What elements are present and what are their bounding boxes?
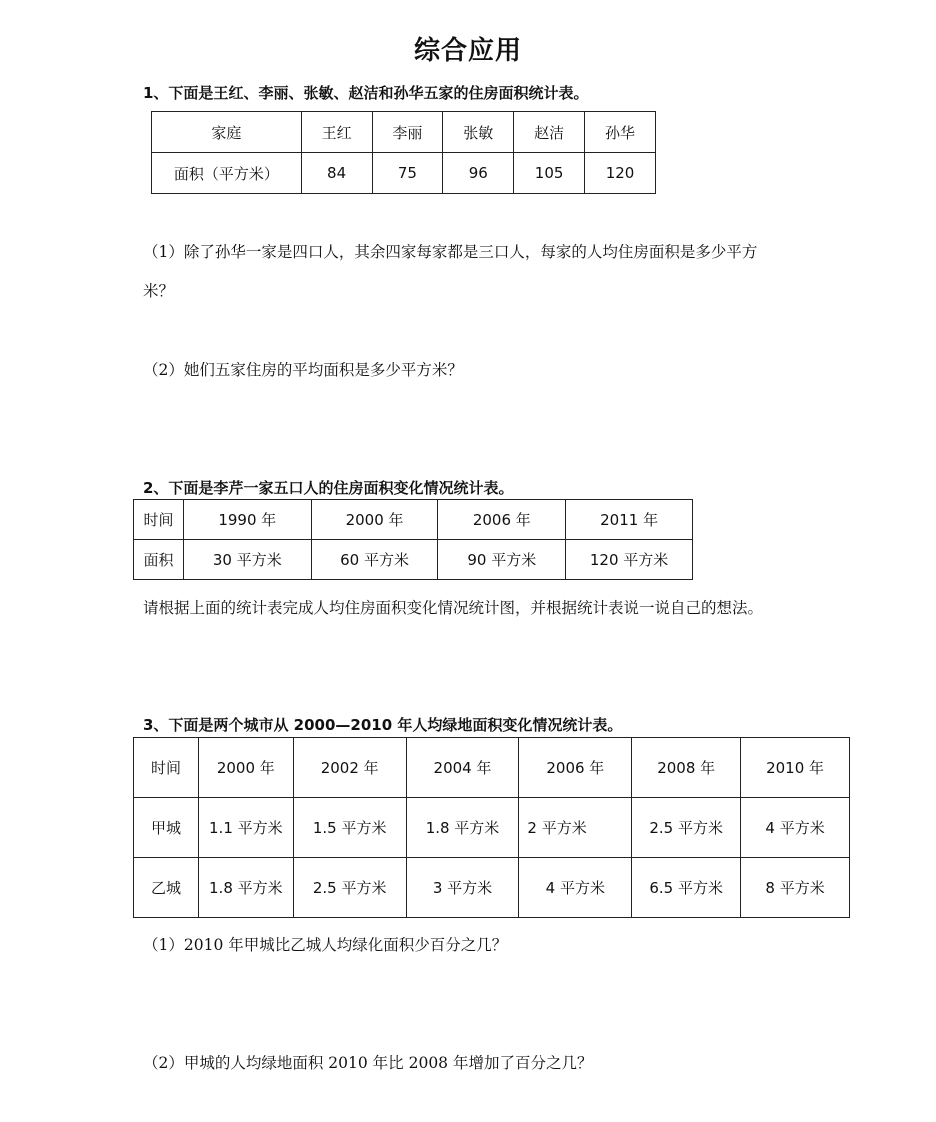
q3-sub1: （1）2010 年甲城比乙城人均绿化面积少百分之几？ — [143, 936, 508, 954]
table-cell: 105 — [514, 153, 585, 194]
q3-heading: 3、下面是两个城市从 2000—2010 年人均绿地面积变化情况统计表。 — [143, 716, 623, 734]
table-cell: 2008 年 — [632, 738, 741, 798]
table-cell: 84 — [301, 153, 372, 194]
page-title: 综合应用 — [413, 36, 522, 66]
q1-sub2: （2）她们五家住房的平均面积是多少平方米？ — [143, 361, 463, 379]
table-cell: 2010 年 — [741, 738, 850, 798]
table-cell: 王红 — [301, 112, 372, 153]
table-cell: 甲城 — [134, 798, 199, 858]
table-cell: 96 — [443, 153, 514, 194]
table-header-row — [152, 112, 656, 153]
table-cell: 90 平方米 — [438, 540, 566, 580]
table-cell: 张敏 — [443, 112, 514, 153]
table-cell: 2002 年 — [293, 738, 406, 798]
table-cell: 120 — [585, 153, 656, 194]
table-cell: 家庭 — [152, 112, 302, 153]
table-cell: 2 平方米 — [519, 798, 632, 858]
table-cell: 孙华 — [585, 112, 656, 153]
q3-sub2: （2）甲城的人均绿地面积 2010 年比 2008 年增加了百分之几？ — [143, 1054, 593, 1072]
table-cell: 8 平方米 — [741, 858, 850, 918]
q2-heading: 2、下面是李芹一家五口人的住房面积变化情况统计表。 — [143, 479, 514, 497]
table-cell: 乙城 — [134, 858, 199, 918]
table-header-row — [134, 500, 693, 540]
q3-table — [133, 737, 850, 918]
table-cell: 2004 年 — [406, 738, 519, 798]
q1-heading: 1、下面是王红、李丽、张敏、赵洁和孙华五家的住房面积统计表。 — [143, 84, 589, 102]
table-cell: 4 平方米 — [519, 858, 632, 918]
table-cell: 1.8 平方米 — [198, 858, 293, 918]
table-cell: 时间 — [134, 500, 184, 540]
q1-sub1-line2: 米？ — [143, 282, 175, 300]
table-cell: 时间 — [134, 738, 199, 798]
table-cell: 李丽 — [372, 112, 443, 153]
table-cell: 75 — [372, 153, 443, 194]
table-cell: 60 平方米 — [311, 540, 438, 580]
table-cell: 2006 年 — [519, 738, 632, 798]
table-cell: 30 平方米 — [183, 540, 311, 580]
table-cell: 2011 年 — [566, 500, 693, 540]
table-cell: 120 平方米 — [566, 540, 693, 580]
table-cell: 1.1 平方米 — [198, 798, 293, 858]
table-cell: 3 平方米 — [406, 858, 519, 918]
table-cell: 面积 — [134, 540, 184, 580]
table-header-row — [134, 738, 850, 798]
table-cell: 2000 年 — [311, 500, 438, 540]
table-cell: 2006 年 — [438, 500, 566, 540]
table-cell: 1.8 平方米 — [406, 798, 519, 858]
table-cell: 1.5 平方米 — [293, 798, 406, 858]
table-cell: 6.5 平方米 — [632, 858, 741, 918]
table-cell: 面积（平方米） — [152, 153, 302, 194]
q1-table — [151, 111, 656, 194]
table-cell: 赵洁 — [514, 112, 585, 153]
table-cell: 1990 年 — [183, 500, 311, 540]
table-row — [134, 858, 850, 918]
q1-sub1-line1: （1）除了孙华一家是四口人，其余四家每家都是三口人，每家的人均住房面积是多少平方 — [143, 243, 758, 261]
table-row — [152, 153, 656, 194]
q2-table — [133, 499, 693, 580]
table-cell: 2.5 平方米 — [293, 858, 406, 918]
table-row — [134, 798, 850, 858]
table-row — [134, 540, 693, 580]
table-cell: 4 平方米 — [741, 798, 850, 858]
table-cell: 2.5 平方米 — [632, 798, 741, 858]
table-cell: 2000 年 — [198, 738, 293, 798]
q2-instruction: 请根据上面的统计表完成人均住房面积变化情况统计图，并根据统计表说一说自己的想法。 — [143, 599, 764, 617]
